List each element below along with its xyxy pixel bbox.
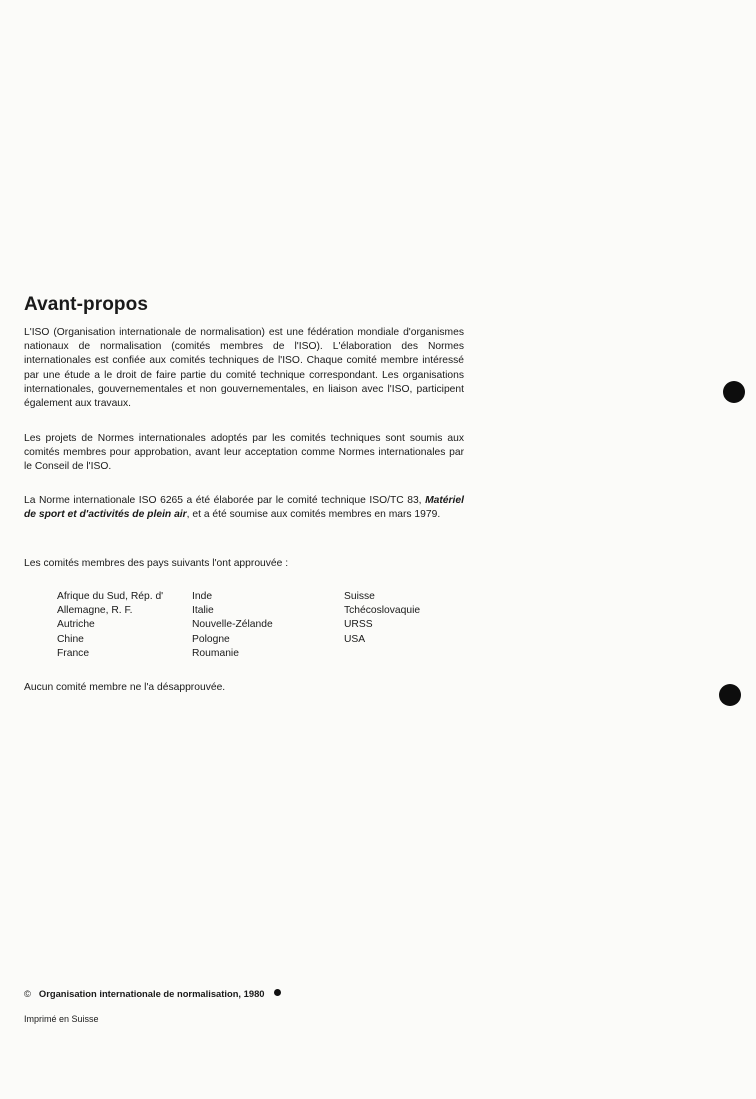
country-item: Pologne xyxy=(192,633,230,645)
binding-hole-mark-lower xyxy=(719,684,741,706)
country-list-column-1 xyxy=(57,590,163,661)
country-list-column-3 xyxy=(344,590,420,647)
country-item: Suisse xyxy=(344,591,375,602)
country-item: URSS xyxy=(344,619,373,631)
printed-in-note: Imprimé en Suisse xyxy=(24,1014,99,1024)
copyright-line xyxy=(24,988,281,999)
binding-hole-mark-upper xyxy=(723,381,745,403)
country-list-column-2 xyxy=(192,590,273,661)
country-item: Inde xyxy=(192,591,213,602)
country-item: Roumanie xyxy=(192,647,239,659)
no-disapproval-statement: Aucun comité membre ne l'a désapprouvée. xyxy=(24,682,226,693)
country-item: Autriche xyxy=(57,619,95,631)
country-item: Italie xyxy=(192,605,214,617)
foreword-paragraph-2: Les projets de Normes internationales adoptés par les comités techniques sont soumis aux comités membres pour approbation, avant leur acceptation comme Normes internationales par le Conseil de l'ISO. xyxy=(24,433,464,473)
copyright-text: Organisation internationale de normalisation, 1980 xyxy=(38,988,265,999)
country-item: Allemagne, R. F. xyxy=(57,605,133,617)
country-item: Tchécoslovaquie xyxy=(344,605,421,617)
page-title: Avant-propos xyxy=(24,294,148,315)
copyright-icon: © xyxy=(24,988,31,999)
foreword-paragraph-3 xyxy=(24,494,464,522)
bullet-dot-icon xyxy=(274,989,281,996)
country-item: USA xyxy=(344,633,366,645)
paragraph-3-text-start: La Norme internationale ISO 6265 a été élaborée par le comité technique ISO/TC 83, xyxy=(24,495,426,506)
approval-intro: Les comités membres des pays suivants l'ont approuvée : xyxy=(24,558,289,569)
foreword-paragraph-1: L'ISO (Organisation internationale de normalisation) est une fédération mondiale d'organismes nationaux de normalisation (comités membres de l'ISO). L'élaboration des Normes internationales est confiée aux comités techniques de l'ISO. Chaque comité membre intéressé par une étude a le droit de faire partie du comité technique correspondant. Les organisations internationales, gouvernementales et non gouvernementales, en liaison avec l'ISO, participent également aux travaux. xyxy=(24,327,464,410)
country-item: Afrique du Sud, Rép. d' xyxy=(57,591,164,602)
committee-title: Matériel de sport et d'activités de plein air xyxy=(24,495,464,521)
country-item: Chine xyxy=(57,633,84,645)
paragraph-3-text-end: , et a été soumise aux comités membres en mars 1979. xyxy=(186,509,441,521)
country-item: Nouvelle-Zélande xyxy=(192,619,273,631)
country-item: France xyxy=(57,647,90,659)
